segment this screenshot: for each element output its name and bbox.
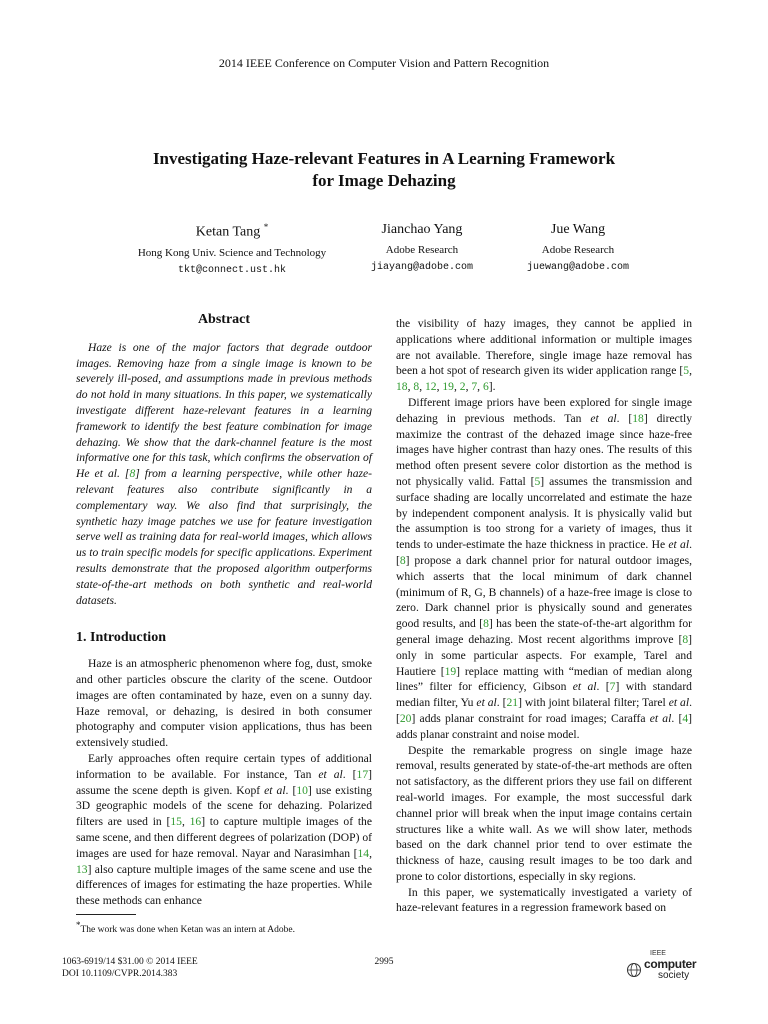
logo-ieee: IEEE bbox=[650, 950, 666, 957]
citation-link[interactable]: 10 bbox=[296, 783, 308, 797]
citation-link[interactable]: 8 bbox=[413, 380, 420, 394]
author-name: Jianchao Yang bbox=[381, 222, 463, 237]
author-affiliation: Hong Kong Univ. Science and Technology bbox=[137, 246, 327, 259]
intro-paragraph-2: Early approaches often require certain types of additional information to be available. For instance, Tan et al. [17] assume the scene depth is given. Kopf et al. [10] use existing 3D geographic models of the scene for dehazing. Polarized filters are used in [15, 16] to capture multiple images of the same scene, and then different degrees of polarization (DOP) of images are used for haze removal. Nayar and Narasimhan [14, 13] also capture multiple images of the same scene and use the differences of images for estimating the haze properties. While these methods can enhance bbox=[76, 751, 373, 908]
citation-link[interactable]: 8 bbox=[483, 617, 489, 631]
author-email: juewang@adobe.com bbox=[526, 262, 630, 273]
footnote-rule bbox=[76, 914, 136, 915]
author-block-1 bbox=[128, 222, 336, 276]
citation-link[interactable]: 16 bbox=[189, 815, 202, 829]
citation-link[interactable]: 18 bbox=[632, 411, 644, 425]
left-column bbox=[76, 312, 372, 909]
citation-link[interactable]: 15 bbox=[170, 815, 182, 829]
citation-link[interactable]: 2 bbox=[459, 380, 466, 394]
citation-link[interactable]: 7 bbox=[471, 380, 478, 394]
author-affiliation: Adobe Research bbox=[541, 244, 615, 256]
citation-link[interactable]: 7 bbox=[609, 680, 616, 694]
right-paragraph-1: the visibility of hazy images, they cannot be applied in applications where additional information or multiple images are not available. Therefore, single image haze removal has been a hot spot of research given its wider application range [5, 18, 8, 12, 19, 2, 7, 6]. bbox=[396, 317, 692, 394]
citation-link[interactable]: 21 bbox=[506, 696, 519, 710]
citation-link[interactable]: 5 bbox=[534, 474, 541, 488]
citation-link[interactable]: 8 bbox=[682, 632, 689, 646]
title-line-2: for Image Dehazing bbox=[312, 171, 456, 190]
right-paragraph-2: Different image priors have been explored for single image dehazing in previous methods. Tan et al. [18] directly maximize the contrast of the dehazed image since haze-free images have higher contrast than hazy ones. The results of this method often present severe color distortion as the method is not physically valid. Fattal [5] assumes the transmission and surface shading are locally uncorrelated and estimate the haze by independent component analysis. It is physically valid but the assumption is too strong for a variety of images, thus it tends to under-estimate the haze thickness in practice. He et al. [8] propose a dark channel prior for natural outdoor images, which asserts that the local minimum of dark channel (minimum of R, G, B channels) of a haze-free image is close to zero. Dark channel prior is physically sound and generates good results, and [8] has been the state-of-the-art algorithm for general image dehazing. Most recent algorithms improve [8] only in some particular aspects. For example, Tarel and Hautiere [19] replace matting with “median of median along lines” filter for efficiency, Gibson et al. [7] with standard median filter, Yu et al. [21] with joint bilateral filter; Tarel et al. [20] adds planar constraint for road images; Caraffa et al. [4] adds planar constraint and noise model. bbox=[396, 395, 692, 741]
right-column bbox=[396, 316, 692, 916]
right-paragraph-4: In this paper, we systematically investigated a variety of haze-relevant features in a regression framework based on bbox=[396, 885, 692, 915]
footer-left bbox=[62, 956, 322, 980]
ieee-computer-society-logo bbox=[624, 950, 704, 984]
citation-link[interactable]: 19 bbox=[444, 664, 457, 678]
abstract-heading: Abstract bbox=[197, 312, 251, 327]
citation-link[interactable]: 6 bbox=[482, 380, 489, 394]
logo-society: society bbox=[658, 970, 690, 981]
citation-link[interactable]: 14 bbox=[357, 846, 370, 860]
author-email: tkt@connect.ust.hk bbox=[177, 264, 287, 276]
citation-link[interactable]: 8 bbox=[129, 467, 136, 481]
author-name: Ketan Tang * bbox=[195, 222, 269, 240]
citation-link[interactable]: 5 bbox=[683, 364, 690, 378]
title-line-1: Investigating Haze-relevant Features in A Learning Framework bbox=[152, 149, 616, 168]
footnote: *The work was done when Ketan was an intern at Adobe. bbox=[76, 920, 295, 936]
author-name: Jue Wang bbox=[550, 222, 606, 237]
citation-link[interactable]: 17 bbox=[356, 767, 369, 781]
intro-paragraph-1: Haze is an atmospheric phenomenon where fog, dust, smoke and other particles obscure the clarity of the scene. Outdoor images are often contaminated by haze, even on a sunny day. Haze removal, or dehazing, is desired in both consumer photography and computer vision applications, thus has been extensively studied. bbox=[76, 657, 372, 750]
citation-link[interactable]: 4 bbox=[682, 711, 689, 725]
citation-link[interactable]: 13 bbox=[76, 862, 88, 876]
citation-link[interactable]: 8 bbox=[399, 553, 406, 567]
page-number: 2995 bbox=[374, 957, 394, 967]
abstract-text: Haze is one of the major factors that degrade outdoor images. Removing haze from a single image is known to be severely ill-posed, and assumptions made in previous methods do not hold in many situations. In this paper, we systematically investigate different haze-relevant features in a learning framework to identify the best feature combination for image dehazing. We show that the dark-channel feature is the most informative one for this task, which confirms the observation of He et al. [8] from a learning perspective, while other haze-relevant features also contribute significantly in a complementary way. We also find that surprisingly, the synthetic hazy image patches we use for feature investigation serve well as training data for real-world images, which allows us to train specific models for specific applications. Experiment results demonstrate that the proposed algorithm outperforms state-of-the-art methods on both synthetic and real-world datasets. bbox=[76, 340, 373, 607]
paper-title bbox=[84, 148, 684, 192]
logo-computer: computer bbox=[644, 957, 697, 971]
introduction-heading: 1. Introduction bbox=[76, 630, 166, 646]
author-affiliation: Adobe Research bbox=[385, 244, 459, 256]
citation-link[interactable]: 12 bbox=[424, 380, 437, 394]
author-email: jiayang@adobe.com bbox=[370, 262, 474, 273]
citation-link[interactable]: 19 bbox=[442, 380, 454, 394]
author-block-3 bbox=[508, 222, 648, 273]
citation-link[interactable]: 20 bbox=[399, 711, 412, 725]
globe-icon bbox=[626, 962, 642, 978]
conference-header: 2014 IEEE Conference on Computer Vision and Pattern Recognition bbox=[218, 56, 550, 70]
footer-doi: DOI 10.1109/CVPR.2014.383 bbox=[62, 969, 178, 979]
citation-link[interactable]: 18 bbox=[396, 380, 408, 394]
author-block-2 bbox=[352, 222, 492, 273]
footer-issn: 1063-6919/14 $31.00 © 2014 IEEE bbox=[62, 957, 198, 967]
right-paragraph-3: Despite the remarkable progress on single image haze removal, results generated by state-of-the-art methods are often not satisfactory, as the different priors they use fail on different real-world images. For example, the most successful dark channel prior will break when the input image contains certain structures like a white wall. As we will show later, methods based on the dark channel prior tend to over estimate the thickness of haze, causing result images to be too dark and prone to color distortions, especially in sky regions. bbox=[396, 743, 692, 883]
